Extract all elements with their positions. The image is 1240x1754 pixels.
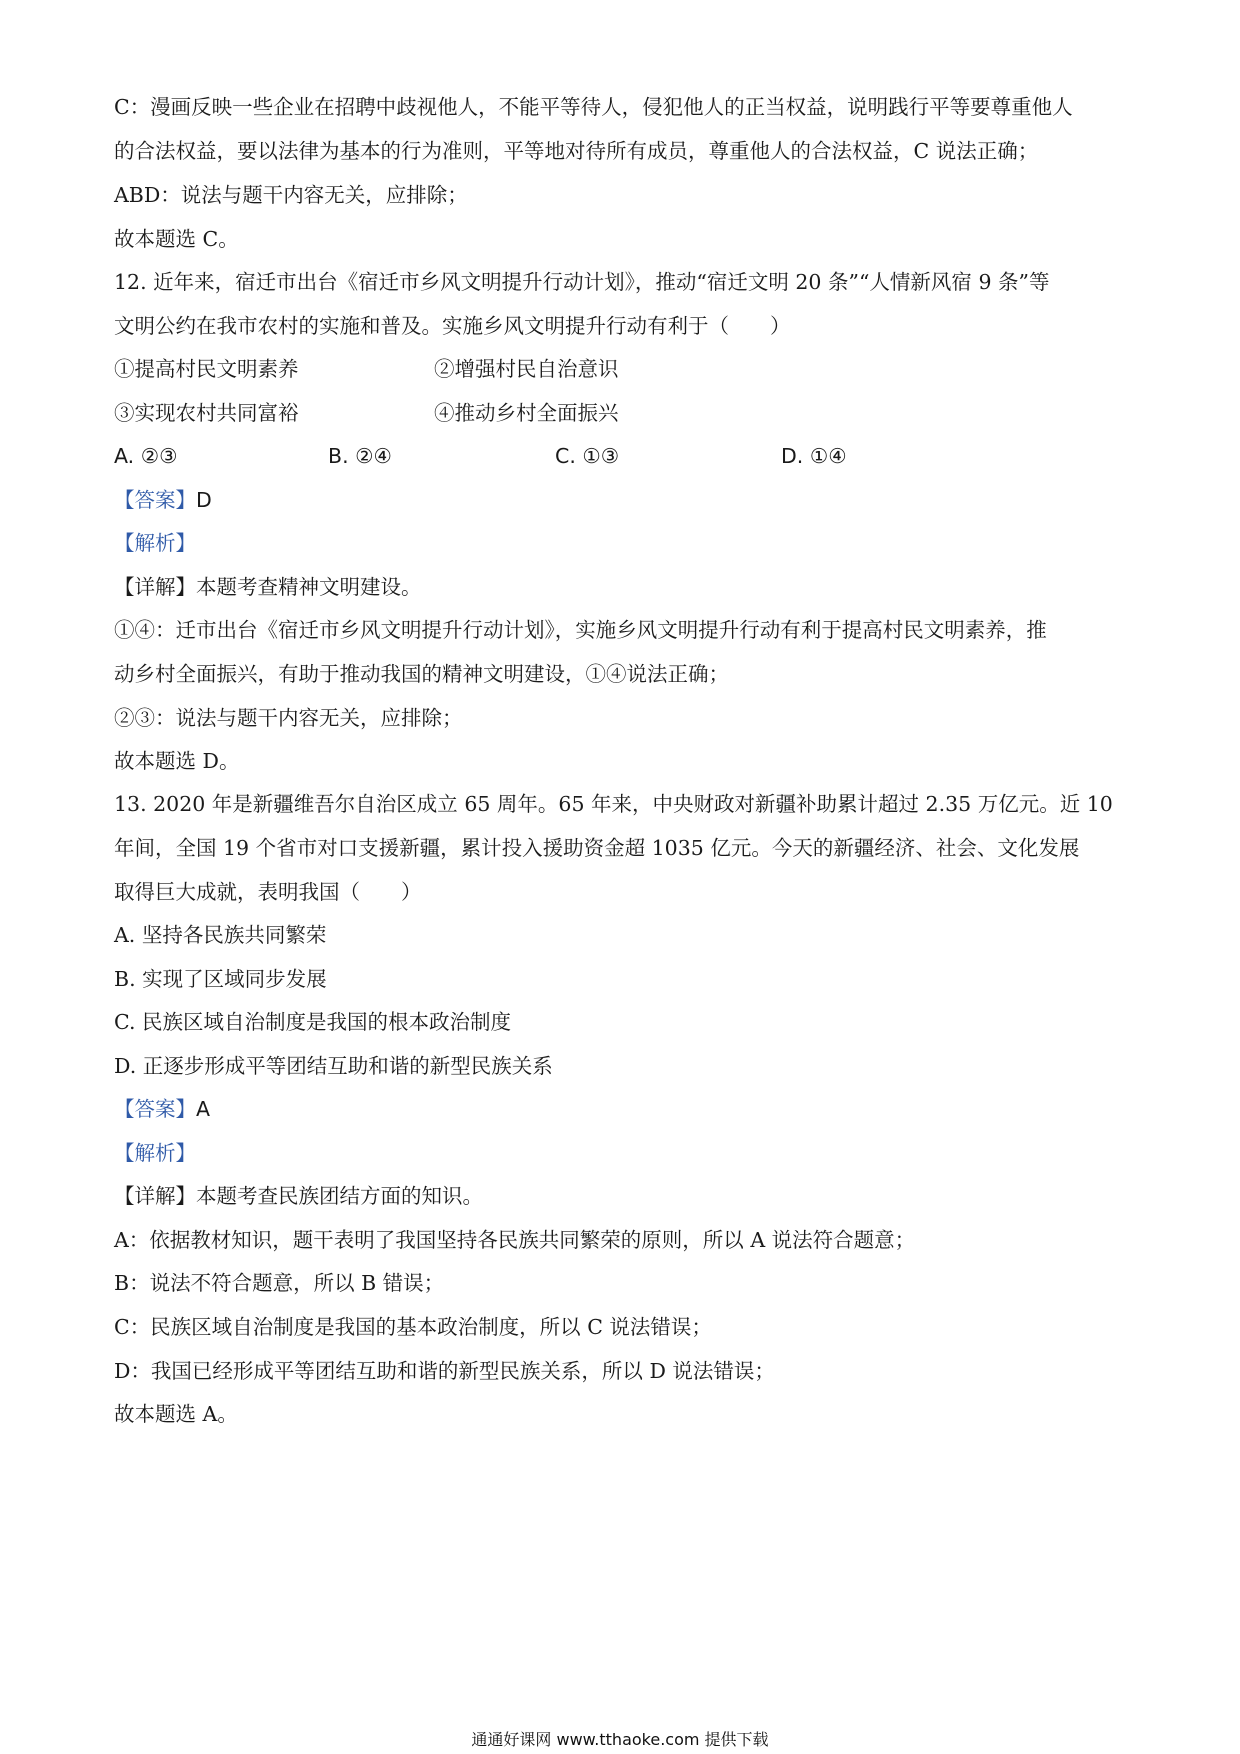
q11-explain-line-2: 的合法权益，要以法律为基本的行为准则，平等地对待所有成员，尊重他人的合法权益，C 说法正确； bbox=[114, 139, 1039, 163]
q13-detail bbox=[114, 1181, 1140, 1211]
q12-answer bbox=[114, 485, 1140, 515]
q11-explain-line-3: ABD：说法与题干内容无关，应排除； bbox=[114, 183, 468, 207]
q13-analysis-tag: 【解析】 bbox=[114, 1141, 196, 1165]
q13-detail-text: 本题考查民族团结方面的知识。 bbox=[196, 1184, 483, 1208]
q11-explain-line-1: C：漫画反映一些企业在招聘中歧视他人，不能平等待人，侵犯他人的正当权益，说明践行平等要尊重他人 bbox=[114, 95, 1073, 119]
q12-statement-1: ①提高村民文明素养 bbox=[114, 357, 299, 381]
q13-answer-tag: 【答案】 bbox=[114, 1097, 196, 1121]
q12-explain-line-1: ①④：迁市出台《宿迁市乡风文明提升行动计划》，实施乡风文明提升行动有利于提高村民文明素养，推 bbox=[114, 618, 1047, 642]
q13-option-a: A. 坚持各民族共同繁荣 bbox=[114, 923, 327, 947]
q13-option-b: B. 实现了区域同步发展 bbox=[114, 967, 327, 991]
q11-conclusion: 故本题选 C。 bbox=[114, 227, 239, 251]
q12-statement-2: ②增强村民自治意识 bbox=[434, 357, 619, 381]
q12-analysis-tag: 【解析】 bbox=[114, 531, 196, 555]
q13-detail-tag: 【详解】 bbox=[114, 1184, 196, 1208]
q12-option-d: D. ①④ bbox=[781, 444, 847, 468]
q13-stem-line-3: 取得巨大成就，表明我国（ ） bbox=[114, 880, 422, 904]
q13-answer bbox=[114, 1094, 1140, 1124]
q12-option-b: B. ②④ bbox=[328, 444, 392, 468]
q12-answer-tag: 【答案】 bbox=[114, 488, 196, 512]
q12-explain-line-2: 动乡村全面振兴，有助于推动我国的精神文明建设，①④说法正确； bbox=[114, 662, 729, 686]
q12-detail bbox=[114, 572, 1140, 602]
q12-analysis bbox=[114, 528, 1140, 558]
q12-conclusion: 故本题选 D。 bbox=[114, 749, 240, 773]
q12-stem-line-1: 12. 近年来，宿迁市出台《宿迁市乡风文明提升行动计划》，推动“宿迁文明 20 条”“人情新风宿 9 条”等 bbox=[114, 270, 1050, 294]
q12-option-c: C. ①③ bbox=[555, 444, 620, 468]
q13-explain-line-2: B：说法不符合题意，所以 B 错误； bbox=[114, 1271, 445, 1295]
q13-option-c: C. 民族区域自治制度是我国的根本政治制度 bbox=[114, 1010, 511, 1034]
q12-detail-tag: 【详解】 bbox=[114, 575, 196, 599]
q12-option-a: A. ②③ bbox=[114, 444, 178, 468]
q13-analysis bbox=[114, 1138, 1140, 1168]
q13-explain-line-3: C：民族区域自治制度是我国的基本政治制度，所以 C 说法错误； bbox=[114, 1315, 712, 1339]
q13-explain-line-1: A：依据教材知识，题干表明了我国坚持各民族共同繁荣的原则，所以 A 说法符合题意； bbox=[114, 1228, 916, 1252]
q12-detail-text: 本题考查精神文明建设。 bbox=[196, 575, 422, 599]
q13-conclusion: 故本题选 A。 bbox=[114, 1402, 238, 1426]
q13-stem-line-1: 13. 2020 年是新疆维吾尔自治区成立 65 周年。65 年来，中央财政对新疆补助累计超过 2.35 万亿元。近 10 bbox=[114, 792, 1113, 816]
q13-option-d: D. 正逐步形成平等团结互助和谐的新型民族关系 bbox=[114, 1054, 553, 1078]
q12-statement-3: ③实现农村共同富裕 bbox=[114, 401, 299, 425]
q12-statement-4: ④推动乡村全面振兴 bbox=[434, 401, 619, 425]
q12-explain-line-3: ②③：说法与题干内容无关，应排除； bbox=[114, 706, 463, 730]
q12-answer-value: D bbox=[196, 488, 212, 512]
q13-stem-line-2: 年间，全国 19 个省市对口支援新疆，累计投入援助资金超 1035 亿元。今天的新疆经济、社会、文化发展 bbox=[114, 836, 1080, 860]
q13-answer-value: A bbox=[196, 1097, 211, 1121]
q13-explain-line-4: D：我国已经形成平等团结互助和谐的新型民族关系，所以 D 说法错误； bbox=[114, 1359, 775, 1383]
q12-stem-line-2: 文明公约在我市农村的实施和普及。实施乡风文明提升行动有利于（ ） bbox=[114, 314, 791, 338]
page-footer: 通通好课网 www.tthaoke.com 提供下载 bbox=[471, 1730, 769, 1749]
